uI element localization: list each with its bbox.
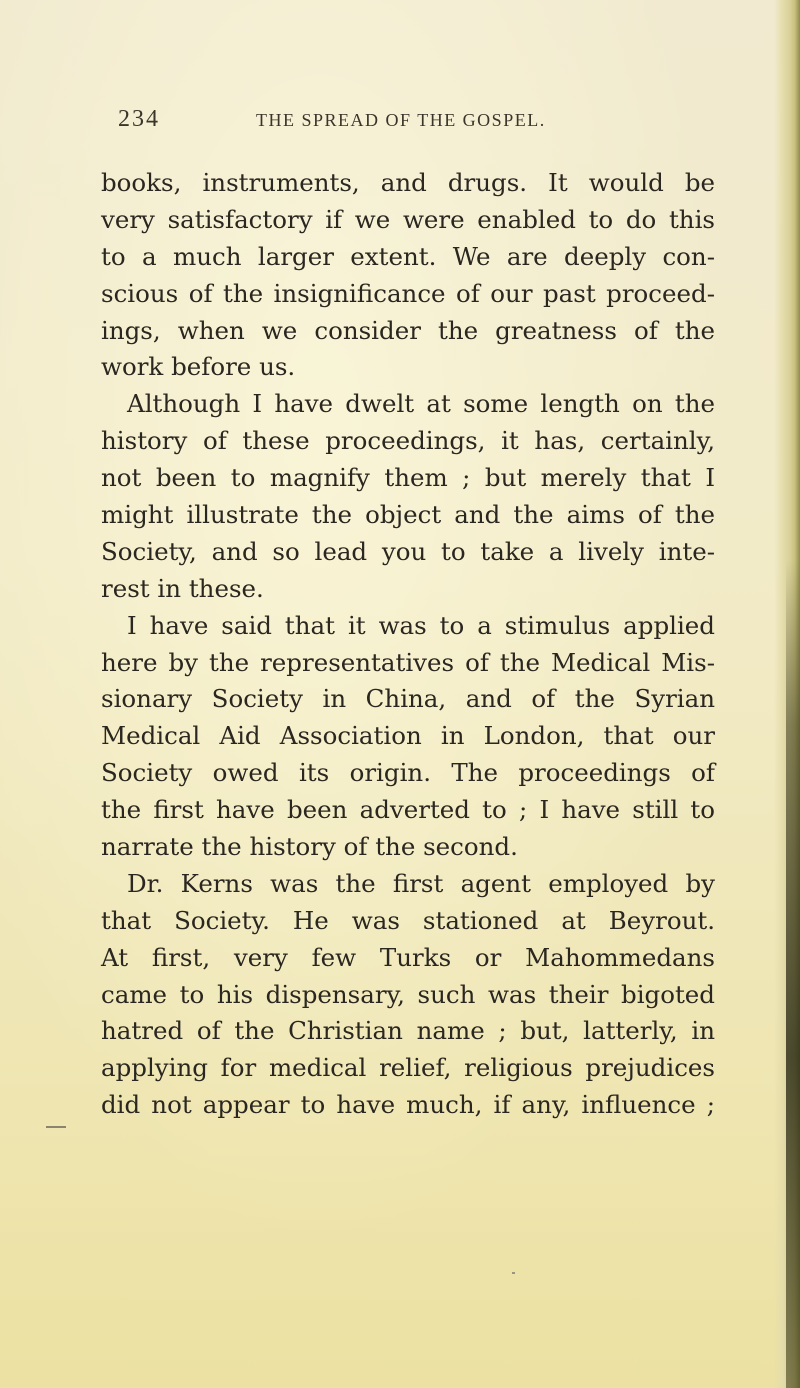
text-line: very satisfactory if we were enabled to do this: [101, 204, 715, 234]
running-head: [118, 106, 718, 136]
text-line: applying for medical relief, religious prejudices: [101, 1053, 715, 1083]
text-line: history of these proceedings, it has, certainly,: [101, 426, 715, 456]
text-line: hatred of the Christian name ; but, latterly, in: [101, 1016, 715, 1046]
running-title: THE SPREAD OF THE GOSPEL.: [256, 110, 546, 130]
spine-shadow: [786, 560, 800, 1388]
margin-mark: [46, 1126, 66, 1128]
page-number: 234: [118, 106, 160, 132]
text-line: did not appear to have much, if any, influence ;: [101, 1090, 715, 1120]
paragraph-start-line: Although I have dwelt at some length on the: [127, 389, 715, 419]
text-line: here by the representatives of the Medical Mis-: [101, 647, 715, 677]
text-line: work before us.: [101, 352, 296, 382]
text-line: scious of the insignificance of our past proceed-: [101, 278, 715, 308]
text-line: that Society. He was stationed at Beyrout.: [101, 905, 715, 935]
text-line: rest in these.: [101, 573, 264, 603]
text-line: the first have been adverted to ; I have still to: [101, 795, 715, 825]
text-line: to a much larger extent. We are deeply con-: [101, 241, 715, 271]
text-line: At first, very few Turks or Mahommedans: [101, 942, 715, 972]
text-line: sionary Society in China, and of the Syrian: [101, 684, 715, 714]
text-line: books, instruments, and drugs. It would be: [101, 168, 715, 197]
body-text: [101, 165, 715, 1124]
text-line: Society owed its origin. The proceedings of: [101, 758, 715, 788]
text-line: not been to magnify them ; but merely that I: [101, 463, 715, 493]
text-line: might illustrate the object and the aims of the: [101, 500, 715, 530]
text-line: ings, when we consider the greatness of the: [101, 315, 715, 345]
text-line: narrate the history of the second.: [101, 832, 518, 862]
paper-speck: [512, 1272, 515, 1274]
text-line: Society, and so lead you to take a lively inte-: [101, 536, 715, 566]
text-line: Medical Aid Association in London, that our: [101, 721, 715, 751]
paragraph-start-line: Dr. Kerns was the first agent employed by: [127, 868, 715, 898]
paragraph-start-line: I have said that it was to a stimulus applied: [127, 610, 715, 640]
text-line: came to his dispensary, such was their bigoted: [101, 979, 715, 1009]
